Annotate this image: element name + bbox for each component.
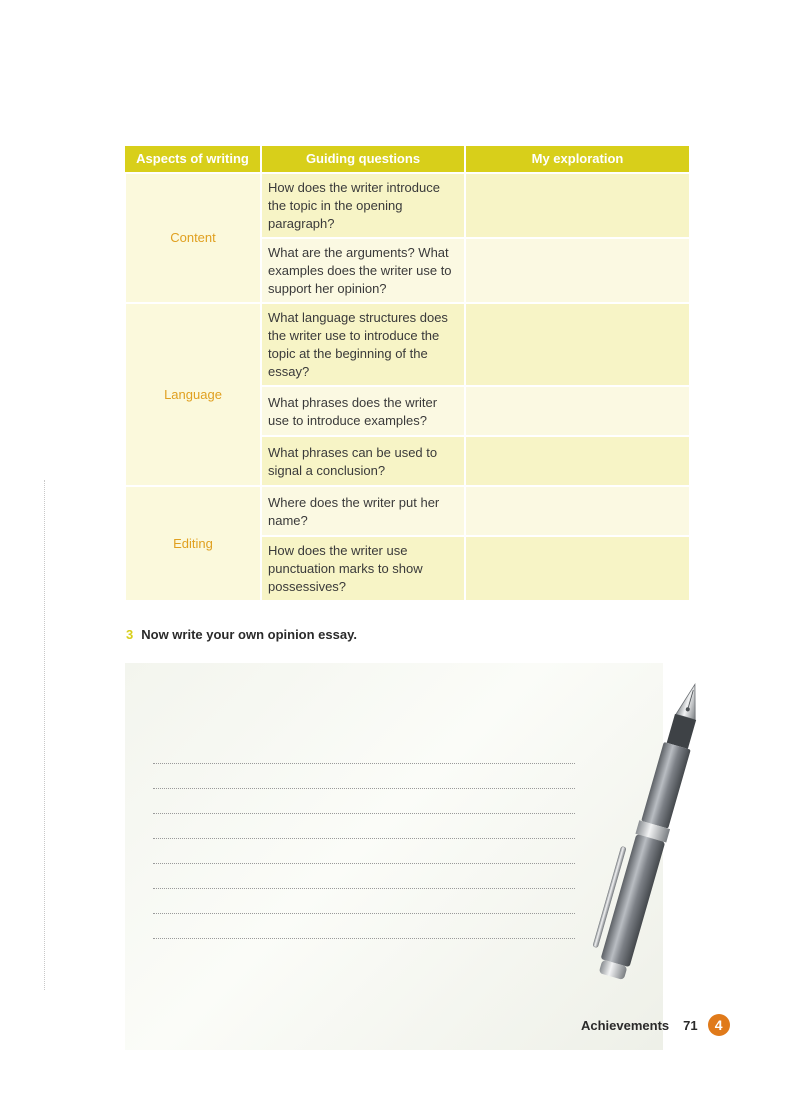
question-cell: How does the writer use punctuation marks to show possessives? — [261, 536, 465, 601]
margin-dotted-line — [44, 480, 45, 990]
exploration-cell[interactable] — [465, 536, 689, 601]
exploration-cell[interactable] — [465, 173, 689, 238]
task-text: Now write your own opinion essay. — [141, 627, 357, 642]
exploration-cell[interactable] — [465, 238, 689, 303]
table-row — [125, 303, 689, 386]
writing-line[interactable] — [153, 814, 575, 839]
question-cell: What are the arguments? What examples does the writer use to support her opinion? — [261, 238, 465, 303]
exploration-cell[interactable] — [465, 386, 689, 436]
fountain-pen-illustration — [590, 676, 710, 1006]
question-cell: What phrases does the writer use to introduce examples? — [261, 386, 465, 436]
header-aspects: Aspects of writing — [125, 146, 261, 173]
aspect-language: Language — [125, 303, 261, 486]
writing-line[interactable] — [153, 914, 575, 939]
exploration-table — [124, 146, 689, 602]
task-instruction — [126, 627, 357, 642]
writing-line[interactable] — [153, 739, 575, 764]
task-number: 3 — [126, 627, 134, 642]
exploration-cell[interactable] — [465, 436, 689, 486]
header-my-exploration: My exploration — [465, 146, 689, 173]
writing-line[interactable] — [153, 889, 575, 914]
writing-line[interactable] — [153, 839, 575, 864]
header-guiding-questions: Guiding questions — [261, 146, 465, 173]
question-cell: Where does the writer put her name? — [261, 486, 465, 536]
exploration-cell[interactable] — [465, 303, 689, 386]
question-cell: How does the writer introduce the topic in the opening paragraph? — [261, 173, 465, 238]
writing-line[interactable] — [153, 764, 575, 789]
table-header-row — [125, 146, 689, 173]
question-cell: What phrases can be used to signal a conclusion? — [261, 436, 465, 486]
aspect-content: Content — [125, 173, 261, 303]
writing-line[interactable] — [153, 864, 575, 889]
page-number: 71 — [683, 1017, 698, 1033]
table-row — [125, 486, 689, 536]
unit-badge: 4 — [708, 1014, 730, 1036]
writing-lines — [153, 739, 575, 939]
question-cell: What language structures does the writer use to introduce the topic at the beginning of the essay? — [261, 303, 465, 386]
writing-area[interactable] — [125, 663, 663, 1050]
aspect-editing: Editing — [125, 486, 261, 601]
writing-line[interactable] — [153, 789, 575, 814]
table-row — [125, 173, 689, 238]
page-footer — [581, 1014, 730, 1036]
exploration-cell[interactable] — [465, 486, 689, 536]
unit-title: Achievements — [581, 1017, 670, 1033]
